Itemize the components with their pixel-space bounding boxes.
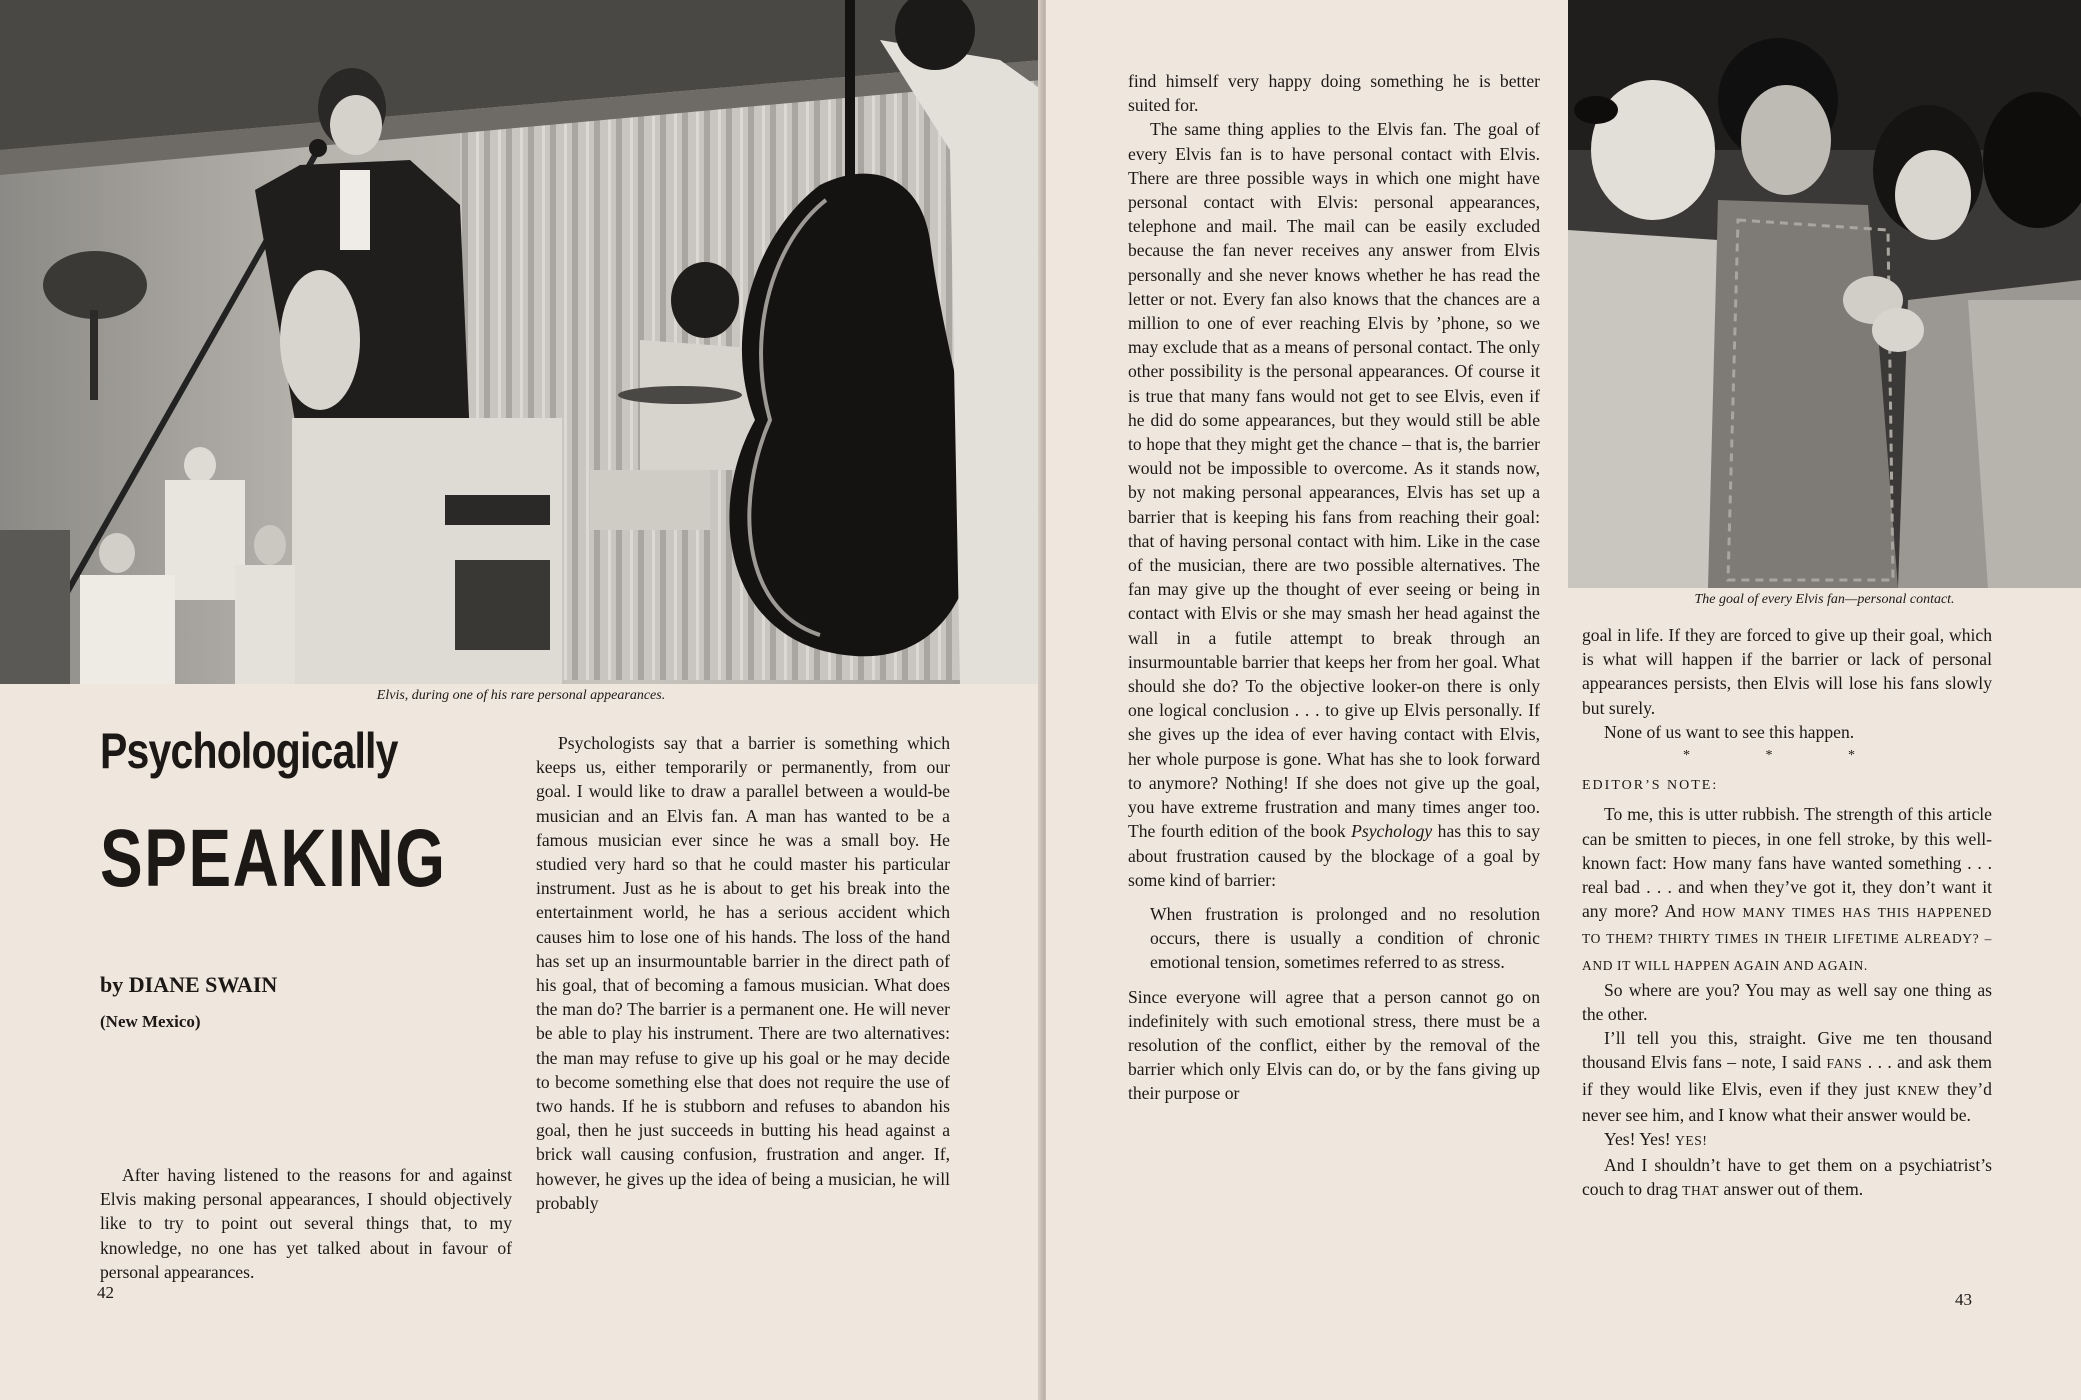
article-column-2 bbox=[536, 731, 950, 1215]
elvis-fan-paragraph bbox=[1128, 117, 1540, 892]
editor-p3-knew: KNEW bbox=[1897, 1082, 1940, 1098]
none-of-us-paragraph: None of us want to see this happen. bbox=[1604, 721, 1855, 742]
editor-paragraph-2: So where are you? You may as well say one thing as the other. bbox=[1582, 979, 1992, 1025]
intro-column bbox=[100, 1163, 512, 1284]
editor-paragraph-4 bbox=[1582, 1127, 1992, 1153]
editor-p1-smallcaps: HOW MANY TIMES HAS THIS HAPPENED TO THEM? THIRTY TIMES IN THEIR LIFETIME ALREADY? – AND IT WILL HAPPEN AGAIN AND AGAIN. bbox=[1582, 905, 1992, 973]
fans-meeting-photo bbox=[1568, 0, 2081, 588]
concert-stage-photo bbox=[0, 0, 1042, 684]
editor-p5-text-b: answer out of them. bbox=[1719, 1179, 1864, 1200]
barrier-paragraph: Psychologists say that a barrier is something which keeps us, either temporarily or permanently, from our goal. I would like to draw a parallel between a would-be musician and an Elvis fan. A man has wanted to be a famous musician ever since he was a small boy. He studied very hard so that he could master his particular instrument. Just as he is about to get his break into the entertainment world, he has a serious accident which causes him to lose one of his hands. The loss of the hand has set up an insurmountable barrier in the direct path of his goal, that of becoming a famous musician. What does the man do? The barrier is a permanent one. He will never be able to play his instrument. There are two alternatives: the man may refuse to give up his goal or he may decide to become something else that does not require the use of two hands. If he is stubborn and refuses to abandon his goal, then he just succeeds in butting his head against a brick wall causing confusion, frustration and anger. If, however, he gives up the idea of being a musician, he will probably bbox=[536, 733, 950, 1213]
editor-paragraph-1 bbox=[1582, 802, 1992, 977]
page-number-right: 43 bbox=[1955, 1290, 1972, 1309]
fans-photo-caption: The goal of every Elvis fan—personal contact. bbox=[1694, 592, 1955, 607]
editor-p3-text-a: I’ll tell you this, straight. Give me ten thousand thousand Elvis fans – note, I said bbox=[1582, 1028, 1992, 1073]
elvis-fan-text-b: has this to say about frustration caused by the blockage of a goal by some kind of barrier: bbox=[1128, 821, 1540, 890]
right-column-1 bbox=[1128, 69, 1540, 1106]
editors-note-label: EDITOR’S NOTE: bbox=[1582, 778, 1719, 794]
editor-paragraph-3 bbox=[1582, 1026, 1992, 1127]
editor-p1-text: To me, this is utter rubbish. The strength of this article can be smitten to pieces, in one fell stroke, by this well-known fact: How many fans have wanted something . . . real bad . . . and when they’ve got it, they don’t want it any more? And bbox=[1582, 804, 1992, 922]
editor-p4-yes: YES! bbox=[1675, 1133, 1708, 1149]
headline-psychologically: Psychologically bbox=[100, 723, 398, 779]
editor-p5-that: THAT bbox=[1682, 1183, 1720, 1199]
fans-meeting-photo-icon bbox=[1568, 0, 2081, 588]
section-stars: * * * bbox=[1683, 748, 1891, 764]
editor-p3-text-b: . . . and ask them if they would like Elvis, even if they just bbox=[1582, 1052, 1992, 1099]
editor-p3-text-c: they’d never see him, and I know what their answer would be. bbox=[1582, 1078, 1992, 1125]
photo-caption: Elvis, during one of his rare personal appearances. bbox=[376, 688, 666, 703]
continued-paragraph: find himself very happy doing something he is better suited for. bbox=[1128, 71, 1540, 116]
headline-speaking: SPEAKING bbox=[100, 813, 447, 904]
frustration-quote: When frustration is prolonged and no resolution occurs, there is usually a condition of chronic emotional tension, sometimes referred to as stress. bbox=[1150, 903, 1540, 973]
concert-stage-photo-icon bbox=[0, 0, 1042, 684]
intro-paragraph: After having listened to the reasons for and against Elvis making personal appearances, I should objectively like to try to point out several things that, to my knowledge, no one has yet talked about in favour of personal appearances. bbox=[100, 1165, 512, 1282]
editor-p3-fans: FANS bbox=[1826, 1056, 1863, 1072]
elvis-fan-text-a: The same thing applies to the Elvis fan. The goal of every Elvis fan is to have personal contact with Elvis. There are three possible ways in which one might have personal contact with Elvis: personal appearances, telephone and mail. The mail can be easily excluded because the fan never receives any answer from Elvis personally and she never knows whether he has read the letter or not. Every fan also knows that the chances are a million to one of ever reaching Elvis by ’phone, so we may exclude that as a means of personal contact. The only other possibility is the personal appearances. Of course it is true that many fans would not get to see Elvis, even if he did do some appearances, but they would still be able to hope that they might get the chance – that is, the barrier would not be impossible to overcome. As it stands now, by not making personal appearances, Elvis has set up a barrier that is keeping his fans from reaching their goal: that of having personal contact with him. Like in the case of the musician, there are two possible alternatives. The fan may give up the thought of ever seeing or being in contact with Elvis or she may smash her head against the wall in a futile attempt to break through an insurmountable barrier that keeps her from her goal. What should she do? To the objective looker-on there is only one logical conclusion . . . to give up Elvis personally. If she gives up the idea of ever having contact with Elvis, her whole purpose is gone. What has she to look forward to anymore? Nothing! If she does not give up the goal, you have extreme frustration and many times anger too. The fourth edition of the book bbox=[1128, 119, 1540, 842]
editor-p5-text-a: And I shouldn’t have to get them on a psychiatrist’s couch to drag bbox=[1582, 1155, 1992, 1200]
page-number-left: 42 bbox=[97, 1283, 114, 1302]
emotional-stress-paragraph: Since everyone will agree that a person cannot go on indefinitely with such emotional stress, there must be a resolution of the conflict, either by the removal of the barrier which only Elvis can do, or by the fans giving up their purpose or bbox=[1128, 986, 1540, 1104]
right-column-2 bbox=[1582, 623, 1992, 1204]
book-title: Psychology bbox=[1351, 821, 1433, 842]
goal-in-life-paragraph: goal in life. If they are forced to give up their goal, which is what will happen if the barrier or lack of personal appearances persists, then Elvis will lose his fans slowly but surely. bbox=[1582, 625, 1992, 718]
author-location: (New Mexico) bbox=[100, 1012, 201, 1031]
editor-paragraph-5 bbox=[1582, 1153, 1992, 1203]
editor-p4-text: Yes! Yes! bbox=[1604, 1129, 1676, 1150]
byline: by DIANE SWAIN bbox=[100, 972, 278, 997]
right-page bbox=[1046, 0, 2081, 1400]
